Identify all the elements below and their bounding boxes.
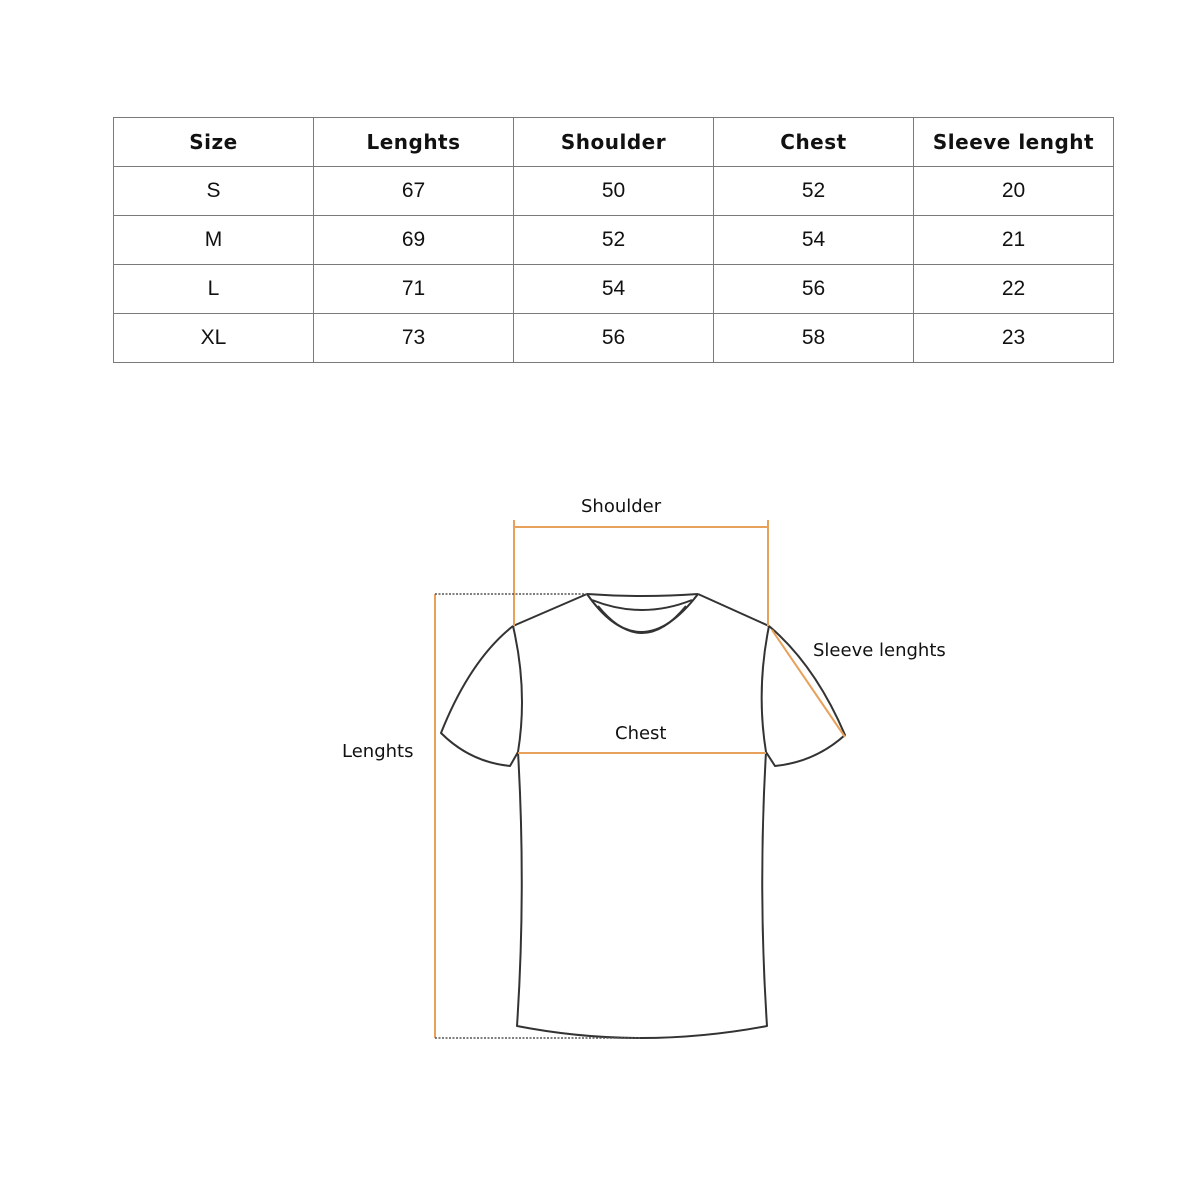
- tshirt-outline-icon: [441, 594, 845, 1038]
- shoulder-label: Shoulder: [581, 496, 662, 517]
- cell-length: 67: [314, 167, 514, 216]
- cell-shoulder: 52: [514, 216, 714, 265]
- cell-chest: 52: [714, 167, 914, 216]
- measurement-lines: [435, 520, 845, 1038]
- cell-length: 71: [314, 265, 514, 314]
- cell-shoulder: 50: [514, 167, 714, 216]
- length-guide-lines: [435, 594, 640, 1038]
- cell-size: XL: [114, 314, 314, 363]
- header-sleeve-length: Sleeve lenght: [914, 118, 1114, 167]
- header-chest: Chest: [714, 118, 914, 167]
- cell-chest: 56: [714, 265, 914, 314]
- cell-size: L: [114, 265, 314, 314]
- header-size: Size: [114, 118, 314, 167]
- chest-label: Chest: [615, 723, 667, 744]
- cell-shoulder: 56: [514, 314, 714, 363]
- header-lengths: Lenghts: [314, 118, 514, 167]
- header-shoulder: Shoulder: [514, 118, 714, 167]
- cell-shoulder: 54: [514, 265, 714, 314]
- cell-length: 69: [314, 216, 514, 265]
- cell-size: S: [114, 167, 314, 216]
- cell-sleeve: 21: [914, 216, 1114, 265]
- cell-sleeve: 20: [914, 167, 1114, 216]
- cell-sleeve: 22: [914, 265, 1114, 314]
- cell-chest: 58: [714, 314, 914, 363]
- cell-sleeve: 23: [914, 314, 1114, 363]
- length-label: Lenghts: [342, 741, 414, 762]
- cell-size: M: [114, 216, 314, 265]
- cell-length: 73: [314, 314, 514, 363]
- cell-chest: 54: [714, 216, 914, 265]
- sleeve-length-label: Sleeve lenghts: [813, 640, 946, 661]
